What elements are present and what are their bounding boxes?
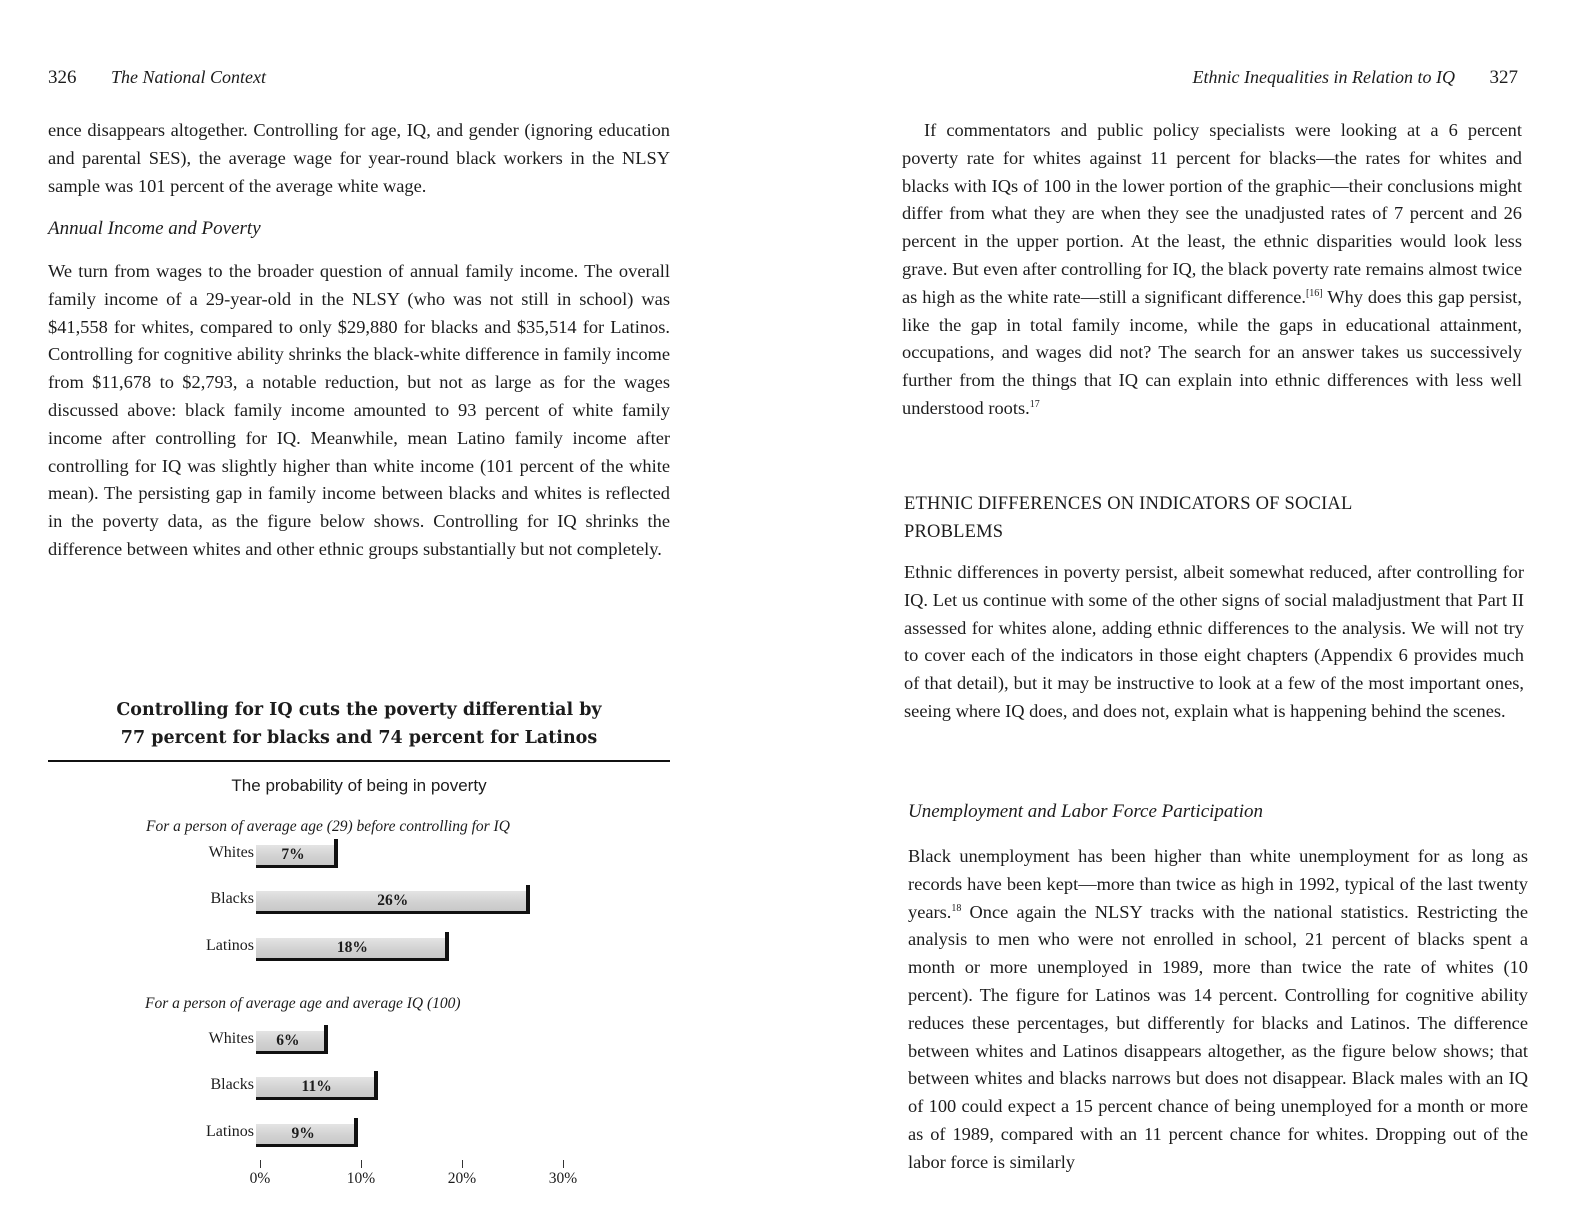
bar-value-label: 7% bbox=[281, 846, 305, 863]
paragraph-unemployment-b: Once again the NLSY tracks with the national statistics. Restricting the analysis to men who were not enrolled in school, 21 percent of blacks spent a month or more unemployed in 1989, more than twice the rate of whites (10 percent). The figure for Latinos was 14 percent. Controlling for cognitive ability reduces these percentages, but differently for blacks and Latinos. The difference between whites and Latinos disappears altogether, as the figure below shows; that between whites and blacks narrows but does not disappear. Black males with an IQ of 100 could expect a 15 percent chance of being unemployed for a month or more as of 1989, compared with an 11 percent chance for whites. Dropping out of the labor force is similarly bbox=[908, 901, 1528, 1172]
paragraph-commentators-a: If commentators and public policy specialists were looking at a 6 percent poverty rate for whites against 11 percent for blacks—the rates for whites and blacks with IQs of 100 in the lower portion of the graphic—their conclusions might differ from what they are when they see the unadjusted rates of 7 percent and 26 percent in the upper portion. At the least, the ethnic disparities would look less grave. But even after controlling for IQ, the black poverty rate remains almost twice as high as the white rate—still a significant difference. bbox=[902, 120, 1522, 307]
section-heading-social-problems: ETHNIC DIFFERENCES ON INDICATORS OF SOCIAL PROBLEMS bbox=[904, 494, 1352, 542]
right-running-head bbox=[1193, 67, 1518, 89]
x-axis-tick-label: 0% bbox=[249, 1170, 271, 1187]
x-axis-tick bbox=[260, 1160, 261, 1168]
x-axis-tick-label: 10% bbox=[346, 1170, 376, 1187]
bar-value-label: 6% bbox=[276, 1032, 300, 1049]
figure-rule bbox=[48, 760, 670, 762]
left-page-number: 326 bbox=[48, 67, 77, 88]
bar-value-label: 26% bbox=[377, 892, 409, 909]
panel-caption-before: For a person of average age (29) before controlling for IQ bbox=[146, 818, 510, 835]
bar-end-cap bbox=[445, 932, 449, 961]
x-axis-tick bbox=[462, 1160, 463, 1168]
paragraph-unemployment bbox=[908, 843, 1528, 1177]
left-income-text bbox=[48, 258, 670, 564]
left-running-head bbox=[48, 67, 266, 89]
bar-end-cap bbox=[324, 1025, 328, 1054]
figure-subtitle: The probability of being in poverty bbox=[231, 776, 487, 795]
right-ethnic-text bbox=[904, 559, 1524, 726]
paragraph-commentators-b: Why does this gap persist, like the gap in total family income, while the gaps in educational attainment, occupations, and wages did not? The search for an answer takes us successively further from the things that IQ can explain into ethnic differences with less well understood roots. bbox=[902, 286, 1522, 418]
bar-value-label: 9% bbox=[291, 1125, 315, 1142]
bar-whites-1 bbox=[256, 845, 335, 868]
paragraph-income: We turn from wages to the broader question of annual family income. The overall family income of a 29-year-old in the NLSY (who was not still in school) was $41,558 for whites, compared to only $29,880 for blacks and $35,514 for Latinos. Controlling for cognitive ability shrinks the black-white difference in family income from $11,678 to $2,793, a notable reduction, but not as large as for the wages discussed above: black family income amounted to 93 percent of white family income after controlling for IQ. Meanwhile, mean Latino family income after controlling for IQ was slightly higher than white income (101 percent of the white mean). The persisting gap in family income between blacks and whites is reflected in the poverty data, as the figure below shows. Controlling for IQ shrinks the difference between whites and other ethnic groups substantially but not completely. bbox=[48, 261, 670, 559]
footnote-17: 17 bbox=[1029, 398, 1040, 410]
subheading-income-poverty: Annual Income and Poverty bbox=[48, 218, 261, 239]
bar-value-label: 11% bbox=[301, 1078, 332, 1095]
bar-end-cap bbox=[374, 1071, 378, 1100]
left-running-title: The National Context bbox=[111, 67, 266, 87]
bar-label-whites-2: Whites bbox=[208, 1030, 254, 1047]
bar-latinos-2 bbox=[256, 1124, 355, 1147]
right-running-title: Ethnic Inequalities in Relation to IQ bbox=[1192, 67, 1455, 87]
x-axis-tick-label: 20% bbox=[447, 1170, 477, 1187]
bar-value-label: 18% bbox=[336, 939, 368, 956]
paragraph-intro: ence disappears altogether. Controlling for age, IQ, and gender (ignoring education and parental SES), the average wage for year-round black workers in the NLSY sample was 101 percent of the average white wage. bbox=[48, 120, 670, 196]
bar-end-cap bbox=[526, 885, 530, 914]
x-axis-tick bbox=[563, 1160, 564, 1168]
x-axis-tick-label: 30% bbox=[548, 1170, 578, 1187]
right-unemployment-text bbox=[908, 843, 1528, 1177]
paragraph-ethnic: Ethnic differences in poverty persist, albeit somewhat reduced, after controlling for IQ. Let us continue with some of the other signs of social maladjustment that Part II assessed for whites alone, adding ethnic differences to the analysis. We will not try to cover each of the indicators in those eight chapters (Appendix 6 provides much of that detail), but it may be instructive to look at a few of the most important ones, seeing where IQ does, and does not, explain what is happening behind the scenes. bbox=[904, 562, 1524, 721]
bar-label-latinos-2: Latinos bbox=[206, 1123, 254, 1140]
bar-end-cap bbox=[334, 839, 338, 868]
bar-blacks-2 bbox=[256, 1077, 375, 1100]
bar-label-blacks-1: Blacks bbox=[210, 890, 254, 907]
subheading-unemployment: Unemployment and Labor Force Participation bbox=[908, 801, 1263, 822]
figure-title-line2: 77 percent for blacks and 74 percent for Latinos bbox=[120, 728, 598, 748]
x-axis-tick bbox=[361, 1160, 362, 1168]
bar-end-cap bbox=[354, 1118, 358, 1147]
right-commentators-text bbox=[902, 117, 1522, 423]
bar-whites-2 bbox=[256, 1031, 325, 1054]
bar-label-whites-1: Whites bbox=[208, 844, 254, 861]
figure-title bbox=[48, 696, 670, 752]
bar-label-blacks-2: Blacks bbox=[210, 1076, 254, 1093]
paragraph-commentators bbox=[902, 117, 1522, 423]
bar-latinos-1 bbox=[256, 938, 446, 961]
footnote-16: [16] bbox=[1305, 287, 1323, 299]
left-intro-text bbox=[48, 117, 670, 200]
bar-blacks-1 bbox=[256, 891, 527, 914]
bar-label-latinos-1: Latinos bbox=[206, 937, 254, 954]
figure-title-line1: Controlling for IQ cuts the poverty differential by bbox=[116, 700, 602, 720]
footnote-18: 18 bbox=[951, 902, 962, 914]
panel-caption-after: For a person of average age and average IQ (100) bbox=[145, 995, 461, 1012]
right-page-number: 327 bbox=[1489, 67, 1518, 88]
paragraph-unemployment-a: Black unemployment has been higher than white unemployment for as long as records have been kept—more than twice as high in 1992, typical of the last twenty years. bbox=[908, 846, 1528, 922]
